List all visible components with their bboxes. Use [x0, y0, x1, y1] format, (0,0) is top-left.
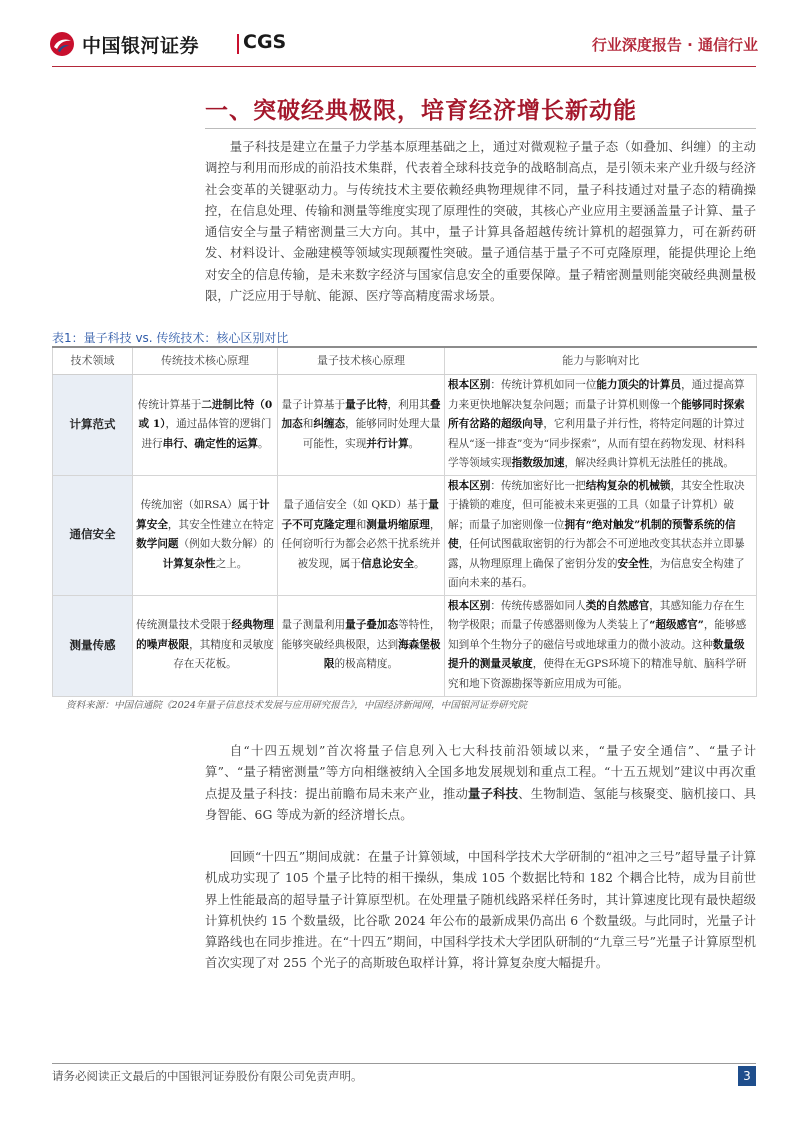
intro-paragraph: 量子科技是建立在量子力学基本原理基础之上，通过对微观粒子量子态（如叠加、纠缠）的主动调控与利用而形成的前沿技术集群，代表着全球科技竞争的战略制高点，是引领未来产业升级与经济社会变革的关键驱动力。与传统技术主要依赖经典物理规律不同，量子科技通过对量子态的精确操控，在信息处理、传输和测量等维度实现了原理性的突破，其核心产业应用主要涵盖量子计算、量子通信安全与量子精密测量三大方向。其中，量子计算具备超越传统计算机的超强算力，可在新药研发、材料设计、金融建模等领域实现颠覆性突破。量子通信基于量子不可克隆原理，能提供理论上绝对安全的信息传输，是未来数字经济与国家信息安全的重要保障。量子精密测量则能突破经典测量极限，广泛应用于导航、能源、医疗等高精度需求场景。: [205, 139, 756, 304]
brand-name-cn: 中国银河证券: [82, 35, 200, 57]
footer-disclaimer: 请务必阅读正文最后的中国银河证券股份有限公司免责声明。: [52, 1069, 363, 1083]
cell-traditional: 传统加密（如RSA）属于计算安全，其安全性建立在特定数学问题（例如大数分解）的计算复杂性之上。: [133, 475, 278, 595]
table-caption: 表1：量子科技 vs. 传统技术：核心区别对比: [52, 331, 289, 345]
section-title: 一、突破经典极限，培育经济增长新动能: [205, 97, 637, 124]
page-number: 3: [738, 1066, 756, 1086]
table-row: [53, 475, 757, 595]
cell-impact: 根本区别：传统计算机如同一位能力顶尖的计算员，通过提高算力来更快地解决复杂问题；而量子计算机则像一个能够同时探索所有岔路的超级向导，它利用量子并行性，将特定问题的计算过程从“逐一排查”变为“同步探索”，从而有望在药物发现、材料科学等领域实现指数级加速，解决经典计算机无法胜任的挑战。: [445, 375, 757, 476]
brand-separator: [237, 34, 239, 54]
cell-traditional: 传统计算基于二进制比特（0或 1），通过晶体管的逻辑门进行串行、确定性的运算。: [133, 375, 278, 476]
header-impact: 能力与影响对比: [445, 347, 757, 375]
table-row: [53, 375, 757, 476]
page-header: [0, 0, 794, 66]
cell-domain: 通信安全: [53, 475, 133, 595]
policy-paragraph: 自“十四五规划”首次将量子信息列入七大科技前沿领域以来，“量子安全通信”、“量子计算”、“量子精密测量”等方向相继被纳入全国多地发展规划和重点工程。“十五五规划”建议中再次重点提及量子科技：提出前瞻布局未来产业，推动量子科技、生物制造、氢能与核聚变、脑机接口、具身智能、6G 等成为新的经济增长点。: [205, 743, 757, 822]
header-domain: 技术领域: [53, 347, 133, 375]
table-header-row: [53, 347, 757, 375]
comparison-table: [52, 346, 757, 697]
achievements-paragraph: 回顾“十四五”期间成就：在量子计算领域，中国科学技术大学研制的“祖冲之三号”超导量子计算机成功实现了 105 个量子比特的相干操纵，集成 105 个数据比特和 182 个耦合比特，成为目前世界上性能最高的超导量子计算原型机。在处理量子随机线路采样任务时，其计算速度比现有最快超级计算机快约 15 个数量级，比谷歌 2024 年公布的最新成果仍高出 6 个数量级。与此同时，光量子计算路线也在同步推进。在“十四五”期间，中国科学技术大学团队研制的“九章三号”光量子计算原型机首次实现了对 255 个光子的高斯玻色取样计算，将计算复杂度大幅提升。: [205, 849, 756, 971]
cell-quantum: 量子测量利用量子叠加态等特性，能够突破经典极限，达到海森堡极限的极高精度。: [278, 595, 445, 696]
cell-quantum: 量子计算基于量子比特，利用其叠加态和纠缠态，能够同时处理大量可能性，实现并行计算。: [278, 375, 445, 476]
brand-name-en: CGS: [243, 31, 287, 53]
title-divider: [205, 128, 756, 129]
cell-quantum: 量子通信安全（如 QKD）基于量子不可克隆定理和测量坍缩原理，任何窃听行为都会必然干扰系统并被发现，属于信息论安全。: [278, 475, 445, 595]
header-divider: [52, 66, 756, 67]
cell-impact: 根本区别：传统传感器如同人类的自然感官，其感知能力存在生物学极限；而量子传感器则像为人类装上了“超级感官”，能够感知到单个生物分子的磁信号或地球重力的微小波动。这种数量级提升的测量灵敏度，使得在无GPS环境下的精准导航、脑科学研究和地下资源勘探等新应用成为可能。: [445, 595, 757, 696]
footer-divider: [52, 1063, 756, 1064]
cell-traditional: 传统测量技术受限于经典物理的噪声极限，其精度和灵敏度存在天花板。: [133, 595, 278, 696]
galaxy-logo-icon: [48, 30, 76, 58]
cell-impact: 根本区别：传统加密好比一把结构复杂的机械锁，其安全性取决于撬锁的难度，但可能被未来更强的工具（如量子计算机）破解；而量子加密则像一位拥有“绝对触发”机制的预警系统的信使，任何试图截取密钥的行为都会不可逆地改变其状态并立即暴露，从物理原理上确保了密钥分发的安全性，为信息安全构建了面向未来的基石。: [445, 475, 757, 595]
cell-domain: 测量传感: [53, 595, 133, 696]
header-quantum: 量子技术核心原理: [278, 347, 445, 375]
header-traditional: 传统技术核心原理: [133, 347, 278, 375]
brand-logo: [48, 30, 287, 60]
cell-domain: 计算范式: [53, 375, 133, 476]
report-type-label: 行业深度报告 · 通信行业: [591, 36, 758, 54]
table-row: [53, 595, 757, 696]
table-source: 资料来源：中国信通院《2024年量子信息技术发展与应用研究报告》，中国经济新闻网，中国银河证券研究院: [66, 700, 527, 711]
